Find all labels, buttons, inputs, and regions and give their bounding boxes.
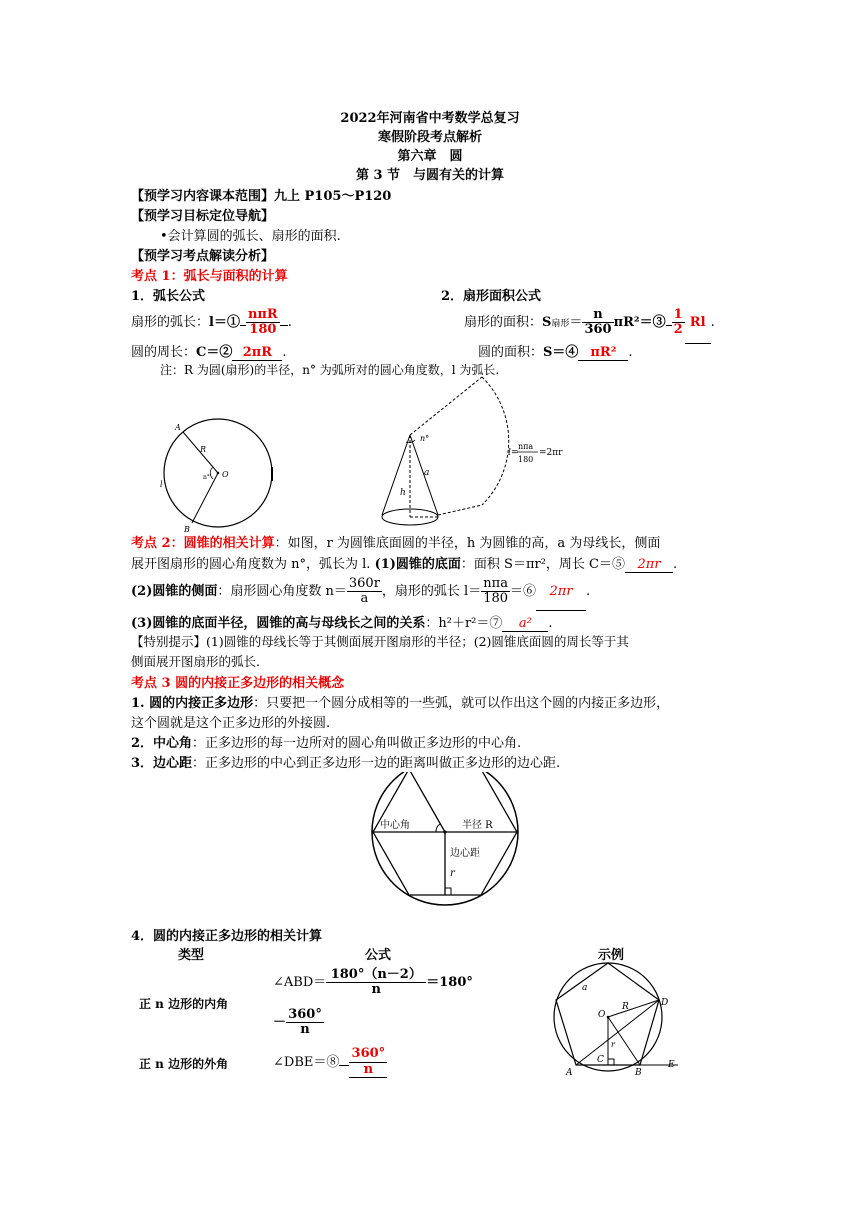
k2-side-den: a: [360, 591, 369, 606]
sector-S: S: [542, 315, 552, 330]
row1-formula: [273, 963, 473, 1003]
k2-side-text2: ，扇形的弧长 l＝: [381, 584, 482, 599]
row1-lhs: ∠ABD＝: [273, 975, 327, 990]
col-formula: 公式: [365, 948, 392, 963]
k2-side-den2: 180: [483, 591, 509, 606]
fig4-r: r: [611, 1040, 615, 1049]
row1-formula-cont: [273, 1003, 324, 1043]
arc-length-formula: 扇形的弧长：l＝① $\frac{\text{nπR}}{180}$ .: [131, 306, 292, 337]
k2-line2: 展开图扇形的圆心角度数为 n°，弧长为 l. (1)圆锥的底面：面积 S＝πr²，周长 C＝⑤ 2πr .: [131, 557, 678, 572]
doc-subtitle: 寒假阶段考点解析: [377, 130, 482, 145]
pentagon-figure: [548, 962, 683, 1077]
k2-tip-line1: 【特别提示】(1)圆锥的母线长等于其侧面展开图扇形的半径；(2)圆锥底面圆的周长等于其: [131, 634, 629, 649]
fig2-formula-l: l=: [508, 448, 519, 458]
circ-answer: 2πR: [232, 345, 282, 361]
k3-def1-text: ：只要把一个圆分成相等的一些弧，就可以作出这个圆的内接正多边形，: [253, 696, 670, 711]
sector-heading: 2．扇形面积公式: [441, 289, 542, 304]
k3-def2-text: ：正多边形的每一边所对的圆心角叫做正多边形的中心角.: [192, 736, 522, 751]
k3-def3-bold: 3．边心距: [131, 756, 193, 771]
k3-def1-cont: 这个圆就是这个正多边形的外接圆.: [131, 716, 331, 731]
carea-answer: πR²: [578, 345, 628, 361]
circle-area-formula: 圆的面积：S＝④ πR² .: [478, 345, 633, 360]
sector-ans-den: 2: [673, 322, 683, 337]
fig3-apothem: 边心距: [450, 848, 480, 859]
row1-den: n: [371, 982, 381, 997]
k2-base-bold: (1)圆锥的底面: [374, 557, 461, 572]
fig4-B: B: [635, 1068, 642, 1077]
k2-side-bold: (2)圆锥的侧面: [131, 584, 218, 599]
k2-line1: [131, 532, 660, 551]
fig1-R: R: [200, 445, 207, 454]
col-example: 示例: [598, 948, 625, 963]
fig2-a: a: [424, 468, 430, 478]
k2-side-num2: nπa: [481, 577, 510, 592]
row2-type: 正 n 边形的外角: [139, 1057, 229, 1071]
fig2-n: n°: [420, 434, 430, 443]
fig1-n: n°: [203, 474, 210, 481]
k3-def2: [131, 732, 521, 751]
k1-title: 考点 1：弧长与面积的计算: [131, 269, 288, 284]
k3-def3-text: ：正多边形的中心到正多边形一边的距离叫做正多边形的边心距.: [192, 756, 561, 771]
k2-rel-text: ：h²＋r²＝⑦: [425, 616, 503, 631]
k2-side-num: 360r: [348, 575, 380, 591]
pre-target: 【预学习目标定位导航】: [131, 209, 275, 224]
k3-def1-bold: 1. 圆的内接正多边形: [131, 696, 254, 711]
sector-area-formula: 扇形的面积：S扇形＝ $\frac{n}{360}$ πR²＝③ $\frac{1}{2}$ Rl .: [464, 303, 715, 343]
arc-label: 扇形的弧长：: [131, 315, 210, 330]
row2-lhs: ∠DBE＝⑧: [273, 1055, 340, 1070]
section-title: 第 3 节 与圆有关的计算: [355, 168, 505, 183]
sector-label: 扇形的面积：: [464, 315, 543, 330]
fig4-R: R: [622, 1002, 629, 1012]
fig4-O: O: [598, 1010, 606, 1020]
k2-answer-7: a²: [502, 616, 548, 632]
arc-den: 180: [249, 322, 277, 337]
sector-ans-rl: Rl: [685, 303, 711, 344]
circ-mid: C＝②: [196, 345, 233, 360]
doc-title: 2022年河南省中考数学总复习: [340, 111, 520, 126]
k2-p1b: 展开图扇形的圆心角度数为 n°，弧长为 l.: [131, 557, 375, 572]
fig3-radius: 半径 R: [462, 820, 493, 831]
fig2-formula-num: nπa: [518, 442, 534, 451]
fig4-a: a: [582, 983, 588, 993]
pre-goal: •会计算圆的弧长、扇形的面积.: [160, 229, 341, 244]
arc-mid: l＝①: [209, 315, 240, 330]
row2-den: n: [349, 1063, 387, 1078]
sector-n: n: [582, 308, 613, 323]
fig1-B: B: [184, 525, 190, 534]
arc-num: nπR: [247, 306, 278, 322]
carea-mid: S＝④: [543, 345, 579, 360]
sector-sub: 扇形: [551, 319, 570, 329]
fig3-center-angle: 中心角: [380, 820, 410, 831]
k2-tip-line2: 侧面展开图扇形的弧长.: [131, 654, 260, 669]
sector-ans-num: 1: [673, 306, 683, 322]
k2-rel-bold: (3)圆锥的底面半径，圆锥的高与母线长之间的关系: [131, 616, 426, 631]
k2-answer-6: 2πr: [536, 574, 586, 611]
fig1-A: A: [175, 423, 181, 432]
fig1-l: l: [160, 480, 163, 489]
fig4-C: C: [597, 1055, 604, 1065]
k2-line3: (2)圆锥的侧面：扇形圆心角度数 n＝ $\frac{360r}{a}$ ，扇形的弧长 l＝ $\frac{\text{nπa}}{180}$ ＝⑥ 2πr .: [131, 574, 590, 610]
carea-label: 圆的面积：: [478, 345, 544, 360]
k2-side-text: ：扇形圆心角度数 n＝: [217, 584, 347, 599]
circumference-formula: 圆的周长：C＝② 2πR .: [131, 345, 287, 360]
fig2-formula-den: 180: [518, 455, 534, 464]
k2-title: 考点 2：圆锥的相关计算: [131, 536, 275, 551]
pre-analysis: 【预学习考点解读分析】: [131, 249, 275, 264]
circ-label: 圆的周长：: [131, 345, 197, 360]
fig2-formula-rest: =2πr: [539, 448, 563, 458]
fig2-h: h: [400, 488, 406, 498]
chapter-title: 第六章 圆: [397, 149, 463, 164]
row1-type: 正 n 边形的内角: [139, 997, 229, 1011]
cone-figure: [370, 375, 590, 535]
sector-eq: ＝: [569, 315, 583, 330]
note-text: 注：R 为圆(扇形)的半径，n° 为弧所对的圆心角度数，l 为弧长.: [160, 363, 500, 377]
row1-dash: －: [273, 1015, 287, 1030]
col-type: 类型: [178, 948, 205, 963]
sector-360: 360: [584, 322, 612, 337]
arc-heading: 1．弧长公式: [131, 289, 206, 304]
row2-num: 360°: [349, 1047, 387, 1062]
pre-scope: 【预学习内容课本范围】九上 P105～P120: [131, 189, 392, 204]
circle-sector-figure: [150, 415, 290, 535]
fig4-E: E: [668, 1060, 675, 1070]
fig4-D: D: [661, 998, 669, 1008]
fig4-A: A: [566, 1068, 573, 1077]
row1-eq: ＝180°: [426, 975, 473, 990]
k2-base-text: ：面积 S＝πr²，周长 C＝⑤: [460, 557, 626, 572]
row1-num: 180°（n－2）: [326, 968, 426, 983]
k2-p1a: ：如图，r 为圆锥底面圆的半径，h 为圆锥的高，a 为母线长，侧面: [274, 536, 661, 551]
hexagon-figure: [370, 772, 520, 912]
k3-def3: [131, 752, 560, 771]
row1-num2: 360°: [286, 1008, 324, 1023]
k3-def2-bold: 2．中心角: [131, 736, 193, 751]
k3-title: 考点 3 圆的内接正多边形的相关概念: [131, 676, 345, 691]
row1-den2: n: [300, 1022, 310, 1037]
k2-answer-5: 2πr: [625, 557, 673, 573]
k2-side-text3: ＝⑥: [510, 584, 537, 599]
k4-title: 4．圆的内接正多边形的相关计算: [131, 929, 323, 944]
row2-formula: [273, 1043, 387, 1083]
sector-rest: πR²＝③: [613, 315, 666, 330]
fig1-O: O: [222, 470, 229, 479]
k3-def1: [131, 692, 669, 711]
k2-line4: (3)圆锥的底面半径，圆锥的高与母线长之间的关系：h²＋r²＝⑦ a² .: [131, 616, 553, 631]
fig3-r: r: [450, 868, 455, 879]
